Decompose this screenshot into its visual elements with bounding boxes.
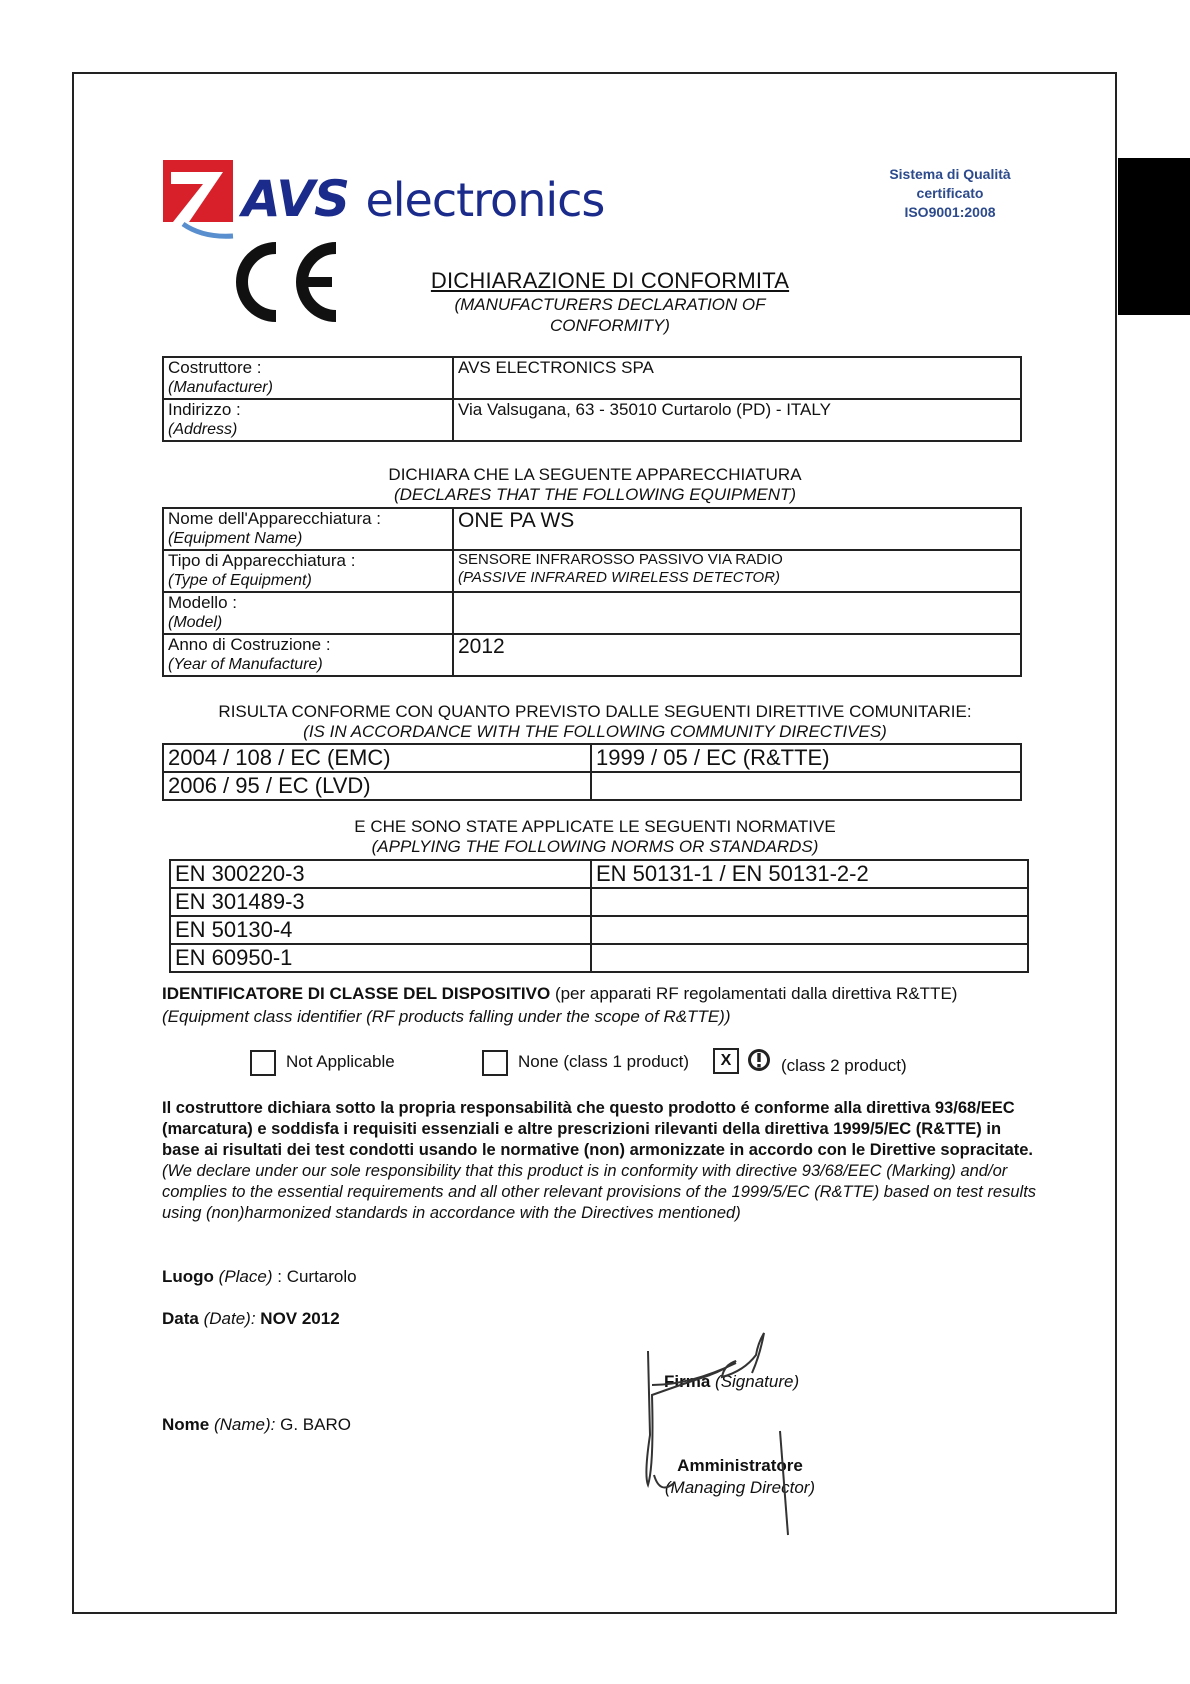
logo-wordmark (242, 170, 604, 228)
row-label-en: (Equipment Name) (168, 530, 303, 547)
heading-text-en: (DECLARES THAT THE FOLLOWING EQUIPMENT) (393, 485, 797, 504)
class-title-en: (Equipment class identifier (RF products falling under the scope of R&TTE)) (162, 1007, 731, 1026)
role-title: Amministratore (677, 1456, 803, 1475)
directive-cell: 2004 / 108 / EC (EMC) (163, 744, 591, 772)
row-label: Tipo di Apparecchiatura : (168, 551, 356, 570)
table-row (170, 944, 1028, 972)
row-label: Indirizzo : (168, 400, 241, 419)
black-edge-tab (1118, 158, 1190, 315)
heading-text: DICHIARA CHE LA SEGUENTE APPARECCHIATURA (388, 465, 802, 484)
name-label-en: (Name): (213, 1415, 276, 1434)
logo-brand: AVS (242, 170, 350, 228)
checkbox-class-1[interactable] (482, 1050, 508, 1076)
checkbox-class-2[interactable]: X (713, 1048, 739, 1074)
norms-heading (65, 817, 1125, 857)
name-value: G. BARO (275, 1415, 351, 1434)
table-row (163, 592, 1021, 634)
norm-cell: EN 50131-1 / EN 50131-2-2 (591, 860, 1028, 888)
checkbox-label: Not Applicable (286, 1052, 395, 1071)
place-field (162, 1266, 357, 1288)
norm-cell (591, 888, 1028, 916)
table-row (163, 357, 1021, 399)
heading-text-en: (IS IN ACCORDANCE WITH THE FOLLOWING COMMUNITY DIRECTIVES) (303, 722, 887, 741)
declaration-italian: Il costruttore dichiara sotto la propria responsabilità che questo prodotto é conforme alla direttiva 93/68/EEC (marcatura) e soddisfa i requisiti essenziali e altre prescrizioni rilevanti della direttiva 1999/5/EC (R&TTE) in base ai risultati dei test condotti usando le normative (non) armonizzate in accordo con le Direttive sopracitate. (162, 1099, 1034, 1159)
equipment-type-en: (PASSIVE INFRARED WIRELESS DETECTOR) (458, 569, 780, 586)
row-label: Modello : (168, 593, 237, 612)
value-cell (453, 550, 1021, 592)
role-title-en: (Managing Director) (664, 1478, 816, 1497)
norm-cell: EN 50130-4 (170, 916, 591, 944)
equipment-name: ONE PA WS (458, 509, 575, 532)
equipment-year: 2012 (458, 635, 505, 658)
directives-heading (65, 702, 1125, 742)
norm-cell (591, 916, 1028, 944)
directive-cell (591, 772, 1021, 800)
name-label: Nome (162, 1415, 210, 1434)
quality-line: Sistema di Qualità (889, 166, 1011, 182)
heading-text: E CHE SONO STATE APPLICATE LE SEGUENTI NORMATIVE (354, 817, 836, 836)
row-label: Nome dell'Apparecchiatura : (168, 509, 382, 528)
value-cell (453, 508, 1021, 550)
directive-cell: 2006 / 95 / EC (LVD) (163, 772, 591, 800)
logo-word: electronics (365, 173, 605, 227)
quality-certification (870, 165, 1030, 222)
row-label: Anno di Costruzione : (168, 635, 331, 654)
value-cell (453, 634, 1021, 676)
norm-cell: EN 301489-3 (170, 888, 591, 916)
equipment-type: SENSORE INFRAROSSO PASSIVO VIA RADIO (458, 551, 783, 568)
title-main: DICHIARAZIONE DI CONFORMITA (430, 268, 790, 293)
table-row (163, 550, 1021, 592)
place-value: : Curtarolo (277, 1267, 357, 1286)
date-value: NOV 2012 (255, 1309, 340, 1328)
directive-cell: 1999 / 05 / EC (R&TTE) (591, 744, 1021, 772)
declaration-text (162, 1098, 1042, 1224)
date-label-en: (Date): (203, 1309, 256, 1328)
row-label-en: (Manufacturer) (168, 379, 273, 396)
label-cell (163, 592, 453, 634)
table-row (170, 860, 1028, 888)
norm-cell: EN 60950-1 (170, 944, 591, 972)
label-cell (163, 357, 453, 399)
class-title-rest: (per apparati RF regolamentati dalla direttiva R&TTE) (550, 984, 958, 1003)
equipment-heading (65, 465, 1125, 505)
date-label: Data (162, 1309, 199, 1328)
row-value: Via Valsugana, 63 - 35010 Curtarolo (PD) - ITALY (458, 400, 831, 419)
row-label-en: (Year of Manufacture) (168, 656, 323, 673)
document-title (400, 268, 820, 336)
norm-cell (591, 944, 1028, 972)
directives-table (162, 743, 1022, 801)
label-cell (163, 634, 453, 676)
row-label-en: (Model) (168, 614, 223, 631)
row-label-en: (Address) (168, 421, 238, 438)
title-subtitle: (MANUFACTURERS DECLARATION OF CONFORMITY) (454, 295, 766, 335)
name-field (162, 1414, 351, 1436)
norms-table (169, 859, 1029, 973)
norm-cell: EN 300220-3 (170, 860, 591, 888)
place-label-en: (Place) (218, 1267, 273, 1286)
checkbox-label: (class 2 product) (781, 1056, 907, 1075)
label-cell (163, 508, 453, 550)
value-cell (453, 357, 1021, 399)
table-row (163, 399, 1021, 441)
row-value: AVS ELECTRONICS SPA (458, 358, 654, 377)
class-identifier-title (162, 982, 1042, 1005)
checkbox-not-applicable[interactable] (250, 1050, 276, 1076)
equipment-table (162, 507, 1022, 677)
manufacturer-table (162, 356, 1022, 442)
value-cell (453, 399, 1021, 441)
signature-label-it: Firma (664, 1372, 711, 1391)
table-row (170, 916, 1028, 944)
quality-line: certificato (916, 185, 984, 201)
place-label: Luogo (162, 1267, 214, 1286)
date-field (162, 1308, 340, 1330)
class-2-alert-icon (747, 1048, 771, 1072)
label-cell (163, 550, 453, 592)
row-label-en: (Type of Equipment) (168, 572, 312, 589)
table-row (163, 508, 1021, 550)
handwritten-signature (640, 1325, 810, 1545)
table-row (170, 888, 1028, 916)
quality-line: ISO9001:2008 (904, 204, 996, 220)
label-cell (163, 399, 453, 441)
checkbox-label: None (class 1 product) (518, 1052, 690, 1071)
heading-text: RISULTA CONFORME CON QUANTO PREVISTO DALLE SEGUENTI DIRETTIVE COMUNITARIE: (218, 702, 972, 721)
class-identifier (162, 982, 1042, 1028)
declaration-english: (We declare under our sole responsibility that this product is in conformity with directive 93/68/EEC (Marking) and/or complies to the essential requirements and all other relevant provisions of the 1999/5/EC (R&TTE) based on test results using (non)harmonized standards in accordance with the Directives mentioned) (162, 1162, 1037, 1222)
value-cell (453, 592, 1021, 634)
table-row (163, 634, 1021, 676)
heading-text-en: (APPLYING THE FOLLOWING NORMS OR STANDARDS) (371, 837, 819, 856)
ce-mark-icon (232, 240, 344, 324)
class-title-bold: IDENTIFICATORE DI CLASSE DEL DISPOSITIVO (162, 984, 551, 1003)
row-label: Costruttore : (168, 358, 262, 377)
table-row (163, 744, 1021, 772)
signature-label-en: (Signature) (715, 1372, 800, 1391)
table-row (163, 772, 1021, 800)
